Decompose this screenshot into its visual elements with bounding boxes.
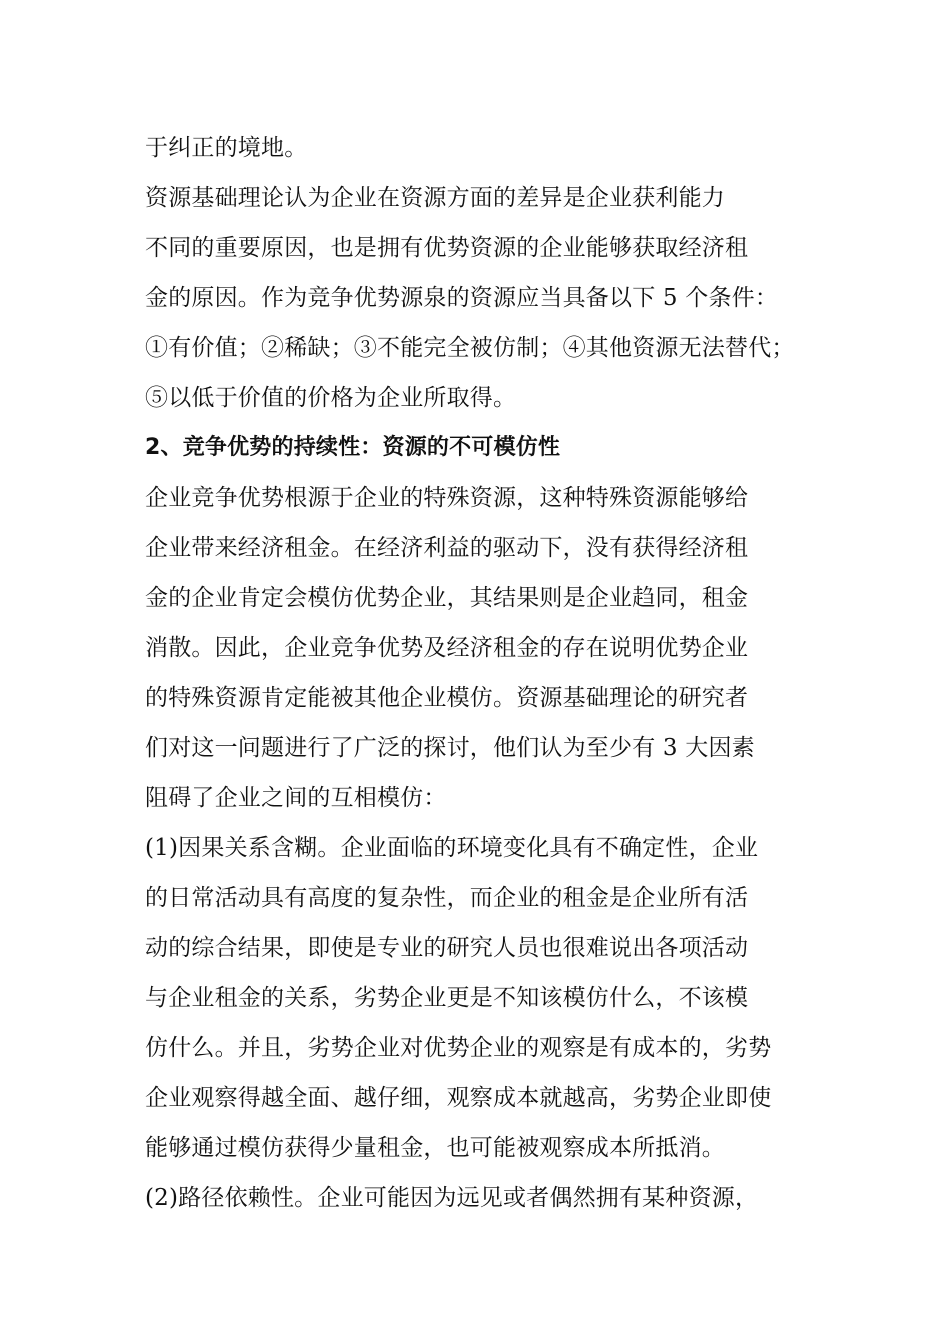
text-line: 动的综合结果，即使是专业的研究人员也很难说出各项活动 [145,935,749,961]
text-line: 的日常活动具有高度的复杂性，而企业的租金是企业所有活 [145,885,749,911]
text-line: (2)路径依赖性。企业可能因为远见或者偶然拥有某种资源， [145,1185,759,1211]
text-line: 阻碍了企业之间的互相模仿： [145,785,447,811]
text-line: 于纠正的境地。 [145,135,308,161]
text-line: 的特殊资源肯定能被其他企业模仿。资源基础理论的研究者 [145,685,749,711]
text-line: 金的原因。作为竞争优势源泉的资源应当具备以下 5 个条件： [145,285,779,311]
text-line: (1)因果关系含糊。企业面临的环境变化具有不确定性，企业 [145,835,759,861]
text-line: 资源基础理论认为企业在资源方面的差异是企业获利能力 [145,185,725,211]
text-line: 金的企业肯定会模仿优势企业，其结果则是企业趋同，租金 [145,585,749,611]
text-line: 仿什么。并且，劣势企业对优势企业的观察是有成本的，劣势 [145,1035,772,1061]
text-line: 企业带来经济租金。在经济利益的驱动下，没有获得经济租 [145,535,749,561]
text-line: 企业竞争优势根源于企业的特殊资源，这种特殊资源能够给 [145,485,749,511]
text-line: 不同的重要原因，也是拥有优势资源的企业能够获取经济租 [145,235,749,261]
text-line: 与企业租金的关系，劣势企业更是不知该模仿什么，不该模 [145,985,749,1011]
text-line: 能够通过模仿获得少量租金，也可能被观察成本所抵消。 [145,1135,725,1161]
text-line: 们对这一问题进行了广泛的探讨，他们认为至少有 3 大因素 [145,735,755,761]
section-heading: 2、竞争优势的持续性：资源的不可模仿性 [145,435,561,460]
text-line: 企业观察得越全面、越仔细，观察成本就越高，劣势企业即使 [145,1085,772,1111]
text-line: ⑤以低于价值的价格为企业所取得。 [145,385,517,411]
text-line: 消散。因此，企业竞争优势及经济租金的存在说明优势企业 [145,635,749,661]
text-line: ①有价值；②稀缺；③不能完全被仿制；④其他资源无法替代； [145,335,795,361]
